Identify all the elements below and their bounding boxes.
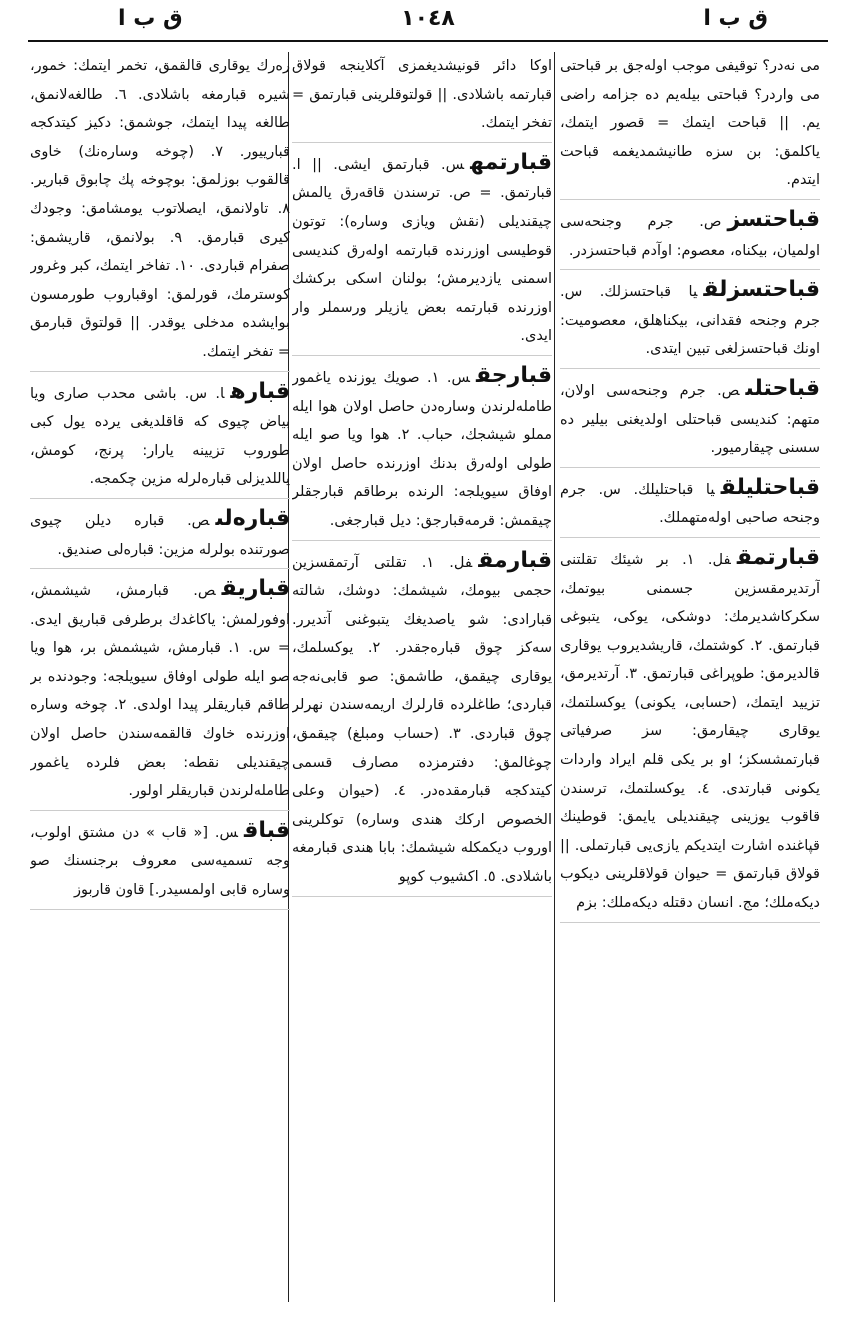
dictionary-entry (292, 149, 552, 356)
header-right-tag: ق ب ا (703, 6, 768, 31)
dictionary-entry (30, 378, 290, 499)
dictionary-entry (560, 276, 820, 369)
entry-definition: ص. قبارمش، شيشمش، اوفورلمش: ياكاغدك برطرفى قباريق ايدى. = س. ١. قبارمش، شيشمش بر، هوا ويا صو ايله طولى اوفاق سيويلجه: وجودنده بر طاقم قباريقلر پيدا اولدى. ٢. چوخه وساره اوزرنده خاوك قالقمه‌سندن حاصل اولان چيقنديلى نقطه: بعض فلرده ياغمور طامله‌لرندن قباريقلر اولور. (30, 583, 290, 800)
dictionary-entry (292, 362, 552, 541)
dictionary-entry (560, 206, 820, 270)
entry-definition: اوكا دائر قونيشديغمزى آكلاينجه قولاق قبارتمه باشلادى. || قولتوقلرينى قبارتمق = تفخر ايتمك. (292, 58, 552, 132)
dictionary-entry (560, 474, 820, 538)
entry-headword: قباريق (221, 576, 290, 602)
entry-definition: ص. جرم وجنحه‌سى اولان، متهم: كنديسى قباحتلى اولديغنى بيلير ده سسنى چيقارميور. (560, 382, 820, 457)
entry-definition: يا قباحتليلك. س. جرم وجنحه صاحبى اوله‌متهملك. (560, 481, 820, 527)
entry-definition: س. قبارتمق ايشى. || ا. قبارتمق. = ص. ترسندن قاقه‌رق يالمش چيقنديلى (نقش ويازى وساره): توتون قوطيسى اوزرنده قبارتمه اوله‌رق كنديسى اسمنى يازديرمش؛ بولنان اسكى بركشك اوزرنده قبارتمه بعض يازيلر ورسملر وار ايدى. (292, 156, 552, 345)
entry-headword: قباره (230, 378, 290, 404)
dictionary-entry (30, 817, 290, 910)
dictionary-entry (30, 505, 290, 569)
entry-headword: قبارتمه (470, 149, 552, 175)
column-left (30, 52, 290, 1302)
dictionary-entry (560, 52, 820, 200)
column-middle (292, 52, 552, 1302)
entry-headword: قباحتسز (727, 206, 820, 232)
entry-headword: قبارتمق (736, 544, 820, 570)
entry-headword: قباحتليلق (720, 474, 820, 500)
entry-headword: قباحتلى (745, 375, 820, 401)
entry-headword: قباق (243, 817, 290, 843)
dictionary-entry (560, 375, 820, 468)
entry-definition: فل. ١. تقلتى آرتمقسزين حجمى بيومك، شيشمك: دوشك، شالته قبارادى: شو ياصديغك يتبوغنى آتديرر. سه‌كز چوق قباره‌جقدر. ٢. يوكسلمك، يوقارى چيقمق، طاشمق: صو قابى‌نه‌جه قباردى؛ طاغلرده قارلرك اريمه‌سندن نهرلر چوق قباردى. ٣. (حساب ومبلغ) چيقمق، چوغالمق: دفترمزده مصارف قسمى كيتدكجه قبارمقده‌در. ٤. (حيوان وعلى الخصوص اركك هندى وساره) توكلرينى اوروب ديكمكله شيشمك: بابا هندى قبارمغه باشلادى. ٥. اكشيوب كوپو (292, 554, 552, 886)
dictionary-entry (292, 547, 552, 897)
dictionary-entry (30, 575, 290, 811)
header-left-tag: ق ب ا (118, 6, 183, 31)
entry-definition: ص. جرم وجنحه‌سى اولميان، بيكناه، معصوم: اوآدم قباحتسزدر. (560, 213, 820, 259)
dictionary-entry (560, 544, 820, 923)
entry-headword: قباحتسزلق (703, 277, 820, 303)
page-number: ١٠٤٨ (401, 6, 455, 31)
entry-definition: ره‌رك يوقارى قالقمق، تخمر ايتمك: خمور، شيره قبارمغه باشلادى. ٦. طالغه‌لانمق، طالغه پيدا ايتمك، جوشمق: دكيز كيتدكجه قبارييور. ٧. (چوخه وساره‌نك) خاوى قالقوب بوزلمق: بوچوخه پك چابوق قبارير. ٨. تاولانمق، ايصلاتوب يومشامق: وجودك كيرى قبارمق. ٩. بولانمق، قاريشمق: صفرام قباردى. ١٠. تفاخر ايتمك، كبر وغرور كوسترمك، قورلمق: اوقباروب طورمسون بوايشده مدخلى يوقدر. || قولتوق قبارمق = تفخر ايتمك. (30, 58, 290, 360)
dictionary-entry (30, 52, 290, 372)
entry-definition: ا. س. باشى محدب صارى ويا بياض چيوى كه قاقلديغى يرده يول كبى طوروب تزيينه يارار: پرنج، كومش، ياللديزلى قباره‌لرله مزين چكمجه. (30, 385, 290, 488)
entry-definition: مى نه‌در؟ توقيفى موجب اوله‌جق بر قباحتى مى واردر؟ قباحتى بيله‌يم ده جزامه راضى يم. || قباحت ايتمك = قصور ايتمك، ياكلمق: بن سزه طانيشمدیغمه قباحت ايتدم. (560, 58, 820, 189)
page-header (28, 4, 828, 42)
entry-definition: س. ١. صويك يوزنده ياغمور طامله‌لرندن وساره‌دن حاصل اولان هوا ايله مملو شيشجك، حباب. ٢. هوا ويا صو ايله طولى اوله‌رق بدنك اوزرنده حاصل اولان اوفاق سيويلجه: الرنده برطاقم قبارجقلر چيقمش: قرمه‌قبارجق: ديل قبارجغى. (292, 369, 552, 529)
dictionary-entry (292, 52, 552, 143)
entry-definition: ص. قباره ديلن چيوى صورتنده بولرله مزين: قباره‌لى صنديق. (30, 512, 290, 558)
entry-definition: يا قباحتسزلك. س. جرم وجنحه فقدانى، بيكناهلق، معصوميت: اونك قباحتسزلغى تبين ايتدى. (560, 284, 820, 358)
column-right (560, 52, 820, 1302)
entry-headword: قبارمق (478, 547, 552, 573)
column-divider-right (554, 52, 555, 1302)
entry-headword: قبارجق (475, 362, 552, 388)
entry-definition: فل. ١. بر شيئك تقلتنى آرتديرمقسزين جسمنى بيوتمك، سكركاشديرمك: دوشكى، يوكى، يتبوغى قبارتمق. ٢. كوشتمك، قاريشديروب يوقارى قالديرمق: طوپراغى قبارتمق. ٣. آرتديرمق، تزييد ايتمك، (حسابى، يكونى) يوكسلتمك، يوقارى چيقارمق: سز صرفياتى قبارتمشسكز؛ او بر يكى قلم ايراد واردات يكونى قبارتدى. ٤. يوكسلتمك، ترسندن قاقوب يوزينى چيقنديلى يايمق: قوطينك قپاغنده اشارت ايتديكم يازى‌يى قبارتملى. || قولاق قبارتمق = حيوان قولاقلرينى ديكوب ديكه‌ملك؛ مج. انسان دقتله ديكه‌ملك: بزم (560, 551, 820, 912)
entry-definition: س. [« قاب » دن مشتق اولوب، وجه تسميه‌سى معروف برجنسنك صو وساره قابى اولمسيدر.] قاون قاربوز (30, 824, 290, 899)
entry-headword: قباره‌لى (215, 505, 290, 531)
